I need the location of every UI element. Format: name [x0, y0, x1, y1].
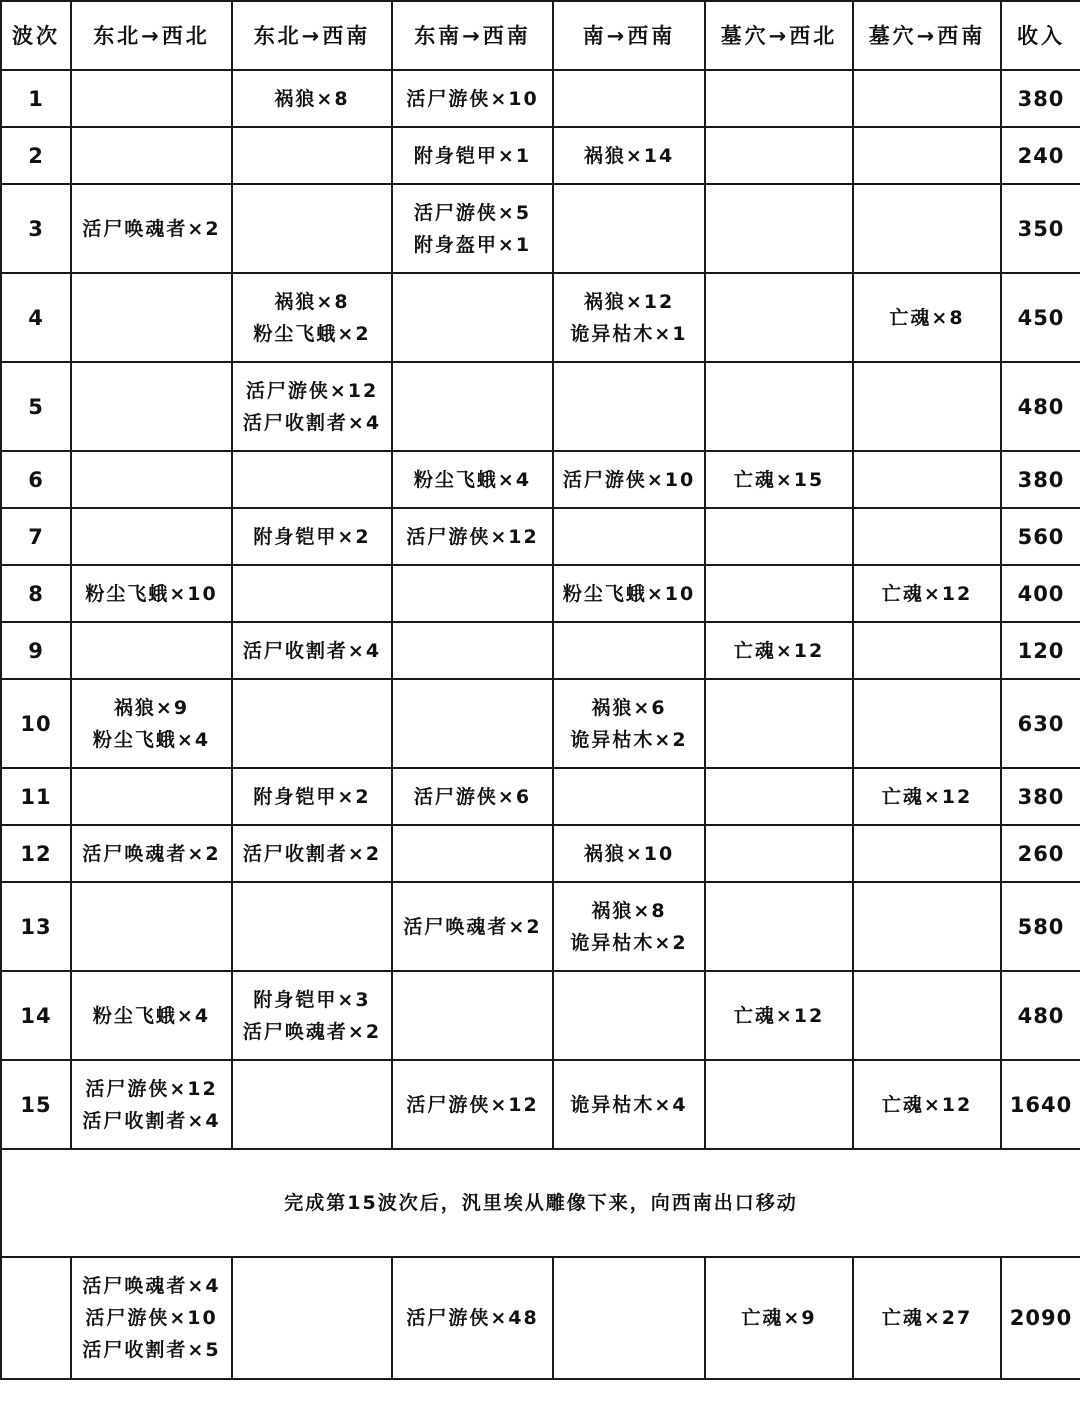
cell-ne-nw [71, 565, 232, 622]
enemy-entry: 附身铠甲×1 [413, 144, 532, 167]
wave-number: 4 [1, 273, 71, 362]
cell-ne-nw [71, 882, 232, 971]
enemy-entry: 附身盔甲×1 [413, 233, 532, 256]
wave-15-note: 完成第15波次后，汎里埃从雕像下来，向西南出口移动 [1, 1149, 1080, 1257]
income-value: 2090 [1001, 1257, 1080, 1379]
cell-tomb-nw [705, 768, 853, 825]
table-row [1, 882, 1080, 971]
table-row [1, 184, 1080, 273]
cell-tomb-nw [705, 882, 853, 971]
enemy-entry: 诡异枯木×1 [570, 322, 688, 345]
header-se-sw: 东南→西南 [392, 1, 553, 70]
enemy-entry: 附身铠甲×2 [253, 525, 371, 548]
cell-s-sw [553, 362, 705, 451]
income-value: 240 [1001, 127, 1080, 184]
cell-ne-nw [71, 679, 232, 768]
cell-ne-sw [232, 508, 392, 565]
header-income: 收入 [1001, 1, 1080, 70]
wave-number: 6 [1, 451, 71, 508]
cell-ne-nw [71, 825, 232, 882]
cell-tomb-nw [705, 70, 853, 127]
cell-ne-sw [232, 70, 392, 127]
cell-s-sw [553, 127, 705, 184]
cell-tomb-nw [705, 184, 853, 273]
cell-se-sw [392, 127, 553, 184]
wave-number: 3 [1, 184, 71, 273]
cell-ne-sw [232, 451, 392, 508]
enemy-entry: 亡魂×12 [881, 582, 973, 605]
income-value: 380 [1001, 451, 1080, 508]
cell-tomb-sw [853, 1060, 1001, 1149]
cell-tomb-sw [853, 825, 1001, 882]
cell-ne-nw [71, 127, 232, 184]
cell-tomb-sw [853, 768, 1001, 825]
cell-ne-nw [71, 1060, 232, 1149]
enemy-entry: 粉尘飞蛾×2 [253, 322, 371, 345]
wave-number: 5 [1, 362, 71, 451]
cell-tomb-sw [853, 971, 1001, 1060]
cell-ne-nw [71, 622, 232, 679]
wave-number: 12 [1, 825, 71, 882]
cell-tomb-sw [853, 882, 1001, 971]
cell-ne-nw [71, 451, 232, 508]
cell-s-sw [553, 679, 705, 768]
cell-ne-nw [71, 362, 232, 451]
income-value: 350 [1001, 184, 1080, 273]
enemy-entry: 活尸游侠×48 [406, 1307, 539, 1329]
table-row [1, 127, 1080, 184]
cell-tomb-nw [705, 451, 853, 508]
header-ne-sw: 东北→西南 [232, 1, 392, 70]
enemy-entry: 粉尘飞蛾×4 [413, 468, 532, 491]
cell-ne-sw [232, 565, 392, 622]
cell-tomb-nw [705, 362, 853, 451]
cell-tomb-sw [853, 70, 1001, 127]
enemy-entry: 活尸唤魂者×2 [82, 842, 221, 865]
cell-tomb-sw [853, 273, 1001, 362]
cell-tomb-nw [705, 127, 853, 184]
final-row [1, 1257, 1080, 1379]
cell-se-sw [392, 1060, 553, 1149]
cell-s-sw [553, 508, 705, 565]
cell-ne-nw [71, 1257, 232, 1379]
cell-ne-sw [232, 882, 392, 971]
cell-se-sw [392, 362, 553, 451]
cell-ne-sw [232, 362, 392, 451]
enemy-entry: 活尸游侠×10 [406, 87, 539, 110]
wave-number: 2 [1, 127, 71, 184]
enemy-entry: 祸狼×8 [274, 87, 350, 110]
cell-se-sw [392, 1257, 553, 1379]
enemy-entry: 祸狼×8 [591, 899, 667, 922]
cell-ne-sw [232, 1060, 392, 1149]
cell-s-sw [553, 184, 705, 273]
cell-tomb-nw [705, 679, 853, 768]
cell-tomb-nw [705, 971, 853, 1060]
cell-s-sw [553, 565, 705, 622]
table-row [1, 768, 1080, 825]
enemy-entry: 活尸游侠×12 [406, 525, 539, 548]
income-value: 120 [1001, 622, 1080, 679]
cell-s-sw [553, 768, 705, 825]
cell-ne-sw [232, 971, 392, 1060]
cell-se-sw [392, 70, 553, 127]
cell-se-sw [392, 273, 553, 362]
enemy-entry: 粉尘飞蛾×10 [85, 582, 218, 605]
cell-se-sw [392, 768, 553, 825]
cell-s-sw [553, 451, 705, 508]
income-value: 450 [1001, 273, 1080, 362]
cell-se-sw [392, 882, 553, 971]
cell-se-sw [392, 451, 553, 508]
cell-ne-nw [71, 70, 232, 127]
enemy-entry: 亡魂×12 [733, 1004, 825, 1027]
enemy-entry: 祸狼×8 [274, 290, 350, 313]
enemy-entry: 祸狼×12 [583, 290, 675, 313]
table-row [1, 1060, 1080, 1149]
table-row [1, 622, 1080, 679]
income-value: 630 [1001, 679, 1080, 768]
wave-number [1, 1257, 71, 1379]
cell-tomb-sw [853, 508, 1001, 565]
cell-tomb-nw [705, 825, 853, 882]
enemy-entry: 活尸游侠×12 [245, 379, 379, 402]
cell-se-sw [392, 622, 553, 679]
wave-number: 15 [1, 1060, 71, 1149]
table-row [1, 679, 1080, 768]
cell-ne-nw [71, 508, 232, 565]
wave-number: 10 [1, 679, 71, 768]
income-value: 260 [1001, 825, 1080, 882]
cell-tomb-sw [853, 1257, 1001, 1379]
cell-se-sw [392, 565, 553, 622]
enemy-entry: 活尸唤魂者×2 [403, 915, 542, 938]
cell-s-sw [553, 882, 705, 971]
enemy-entry: 活尸收割者×4 [82, 1109, 221, 1132]
table-row [1, 70, 1080, 127]
note-row [1, 1149, 1080, 1257]
cell-tomb-sw [853, 565, 1001, 622]
enemy-entry: 亡魂×15 [733, 468, 825, 491]
header-ne-nw: 东北→西北 [71, 1, 232, 70]
enemy-entry: 亡魂×27 [881, 1307, 973, 1329]
cell-s-sw [553, 1257, 705, 1379]
wave-number: 14 [1, 971, 71, 1060]
enemy-entry: 活尸游侠×5 [413, 201, 532, 224]
cell-se-sw [392, 679, 553, 768]
enemy-entry: 诡异枯木×2 [570, 931, 688, 954]
cell-ne-sw [232, 679, 392, 768]
enemy-entry: 附身铠甲×2 [253, 785, 371, 808]
enemy-entry: 活尸唤魂者×4 [82, 1275, 221, 1297]
wave-number: 13 [1, 882, 71, 971]
enemy-entry: 亡魂×12 [733, 639, 825, 662]
income-value: 400 [1001, 565, 1080, 622]
table-row [1, 825, 1080, 882]
table-body [1, 70, 1080, 1379]
income-value: 380 [1001, 768, 1080, 825]
income-value: 480 [1001, 971, 1080, 1060]
enemy-entry: 活尸收割者×4 [242, 411, 382, 434]
enemy-entry: 附身铠甲×3 [253, 988, 371, 1011]
enemy-entry: 祸狼×10 [583, 842, 675, 865]
enemy-entry: 活尸游侠×6 [413, 785, 532, 808]
cell-se-sw [392, 971, 553, 1060]
enemy-entry: 祸狼×6 [591, 696, 667, 719]
header-s-sw: 南→西南 [553, 1, 705, 70]
cell-s-sw [553, 825, 705, 882]
cell-ne-sw [232, 273, 392, 362]
cell-se-sw [392, 184, 553, 273]
cell-tomb-sw [853, 451, 1001, 508]
enemy-entry: 活尸游侠×10 [562, 468, 696, 491]
cell-tomb-sw [853, 362, 1001, 451]
wave-number: 11 [1, 768, 71, 825]
cell-ne-nw [71, 768, 232, 825]
income-value: 1640 [1001, 1060, 1080, 1149]
enemy-entry: 亡魂×12 [881, 785, 973, 808]
wave-number: 9 [1, 622, 71, 679]
cell-tomb-nw [705, 1060, 853, 1149]
enemy-entry: 活尸收割者×5 [82, 1339, 221, 1361]
cell-se-sw [392, 825, 553, 882]
cell-tomb-nw [705, 622, 853, 679]
header-row [1, 1, 1080, 70]
table-row [1, 273, 1080, 362]
cell-ne-sw [232, 622, 392, 679]
cell-ne-sw [232, 1257, 392, 1379]
income-value: 480 [1001, 362, 1080, 451]
header-wave: 波次 [1, 1, 71, 70]
enemy-entry: 活尸游侠×12 [85, 1077, 218, 1100]
cell-ne-nw [71, 971, 232, 1060]
cell-se-sw [392, 508, 553, 565]
wave-number: 1 [1, 70, 71, 127]
cell-ne-sw [232, 184, 392, 273]
cell-ne-nw [71, 184, 232, 273]
cell-tomb-nw [705, 508, 853, 565]
enemy-entry: 活尸唤魂者×2 [82, 217, 221, 240]
enemy-entry: 亡魂×12 [881, 1093, 973, 1116]
cell-s-sw [553, 971, 705, 1060]
enemy-entry: 诡异枯木×2 [570, 728, 688, 751]
cell-ne-sw [232, 127, 392, 184]
cell-ne-sw [232, 768, 392, 825]
cell-s-sw [553, 1060, 705, 1149]
cell-tomb-sw [853, 127, 1001, 184]
income-value: 580 [1001, 882, 1080, 971]
enemy-entry: 粉尘飞蛾×4 [92, 1004, 211, 1027]
enemy-entry: 粉尘飞蛾×10 [562, 582, 696, 605]
cell-s-sw [553, 273, 705, 362]
cell-s-sw [553, 622, 705, 679]
cell-tomb-sw [853, 184, 1001, 273]
income-value: 380 [1001, 70, 1080, 127]
enemy-entry: 活尸收割者×2 [242, 842, 382, 865]
header-tomb-nw: 墓穴→西北 [705, 1, 853, 70]
table-row [1, 362, 1080, 451]
cell-tomb-nw [705, 1257, 853, 1379]
enemy-entry: 活尸游侠×10 [85, 1307, 218, 1329]
enemy-entry: 祸狼×14 [583, 144, 675, 167]
enemy-entry: 亡魂×8 [889, 306, 965, 329]
wave-number: 7 [1, 508, 71, 565]
enemy-entry: 活尸唤魂者×2 [242, 1020, 382, 1043]
enemy-entry: 亡魂×9 [741, 1307, 817, 1329]
cell-ne-nw [71, 273, 232, 362]
cell-tomb-sw [853, 622, 1001, 679]
cell-tomb-sw [853, 679, 1001, 768]
table-row [1, 971, 1080, 1060]
cell-s-sw [553, 70, 705, 127]
wave-number: 8 [1, 565, 71, 622]
table-row [1, 565, 1080, 622]
cell-tomb-nw [705, 565, 853, 622]
table-row [1, 508, 1080, 565]
enemy-entry: 活尸收割者×4 [242, 639, 382, 662]
cell-ne-sw [232, 825, 392, 882]
table-row [1, 451, 1080, 508]
enemy-entry: 粉尘飞蛾×4 [92, 728, 211, 751]
enemy-entry: 诡异枯木×4 [570, 1093, 688, 1116]
enemy-entry: 祸狼×9 [113, 696, 190, 719]
header-tomb-sw: 墓穴→西南 [853, 1, 1001, 70]
enemy-entry: 活尸游侠×12 [406, 1093, 539, 1116]
cell-tomb-nw [705, 273, 853, 362]
income-value: 560 [1001, 508, 1080, 565]
